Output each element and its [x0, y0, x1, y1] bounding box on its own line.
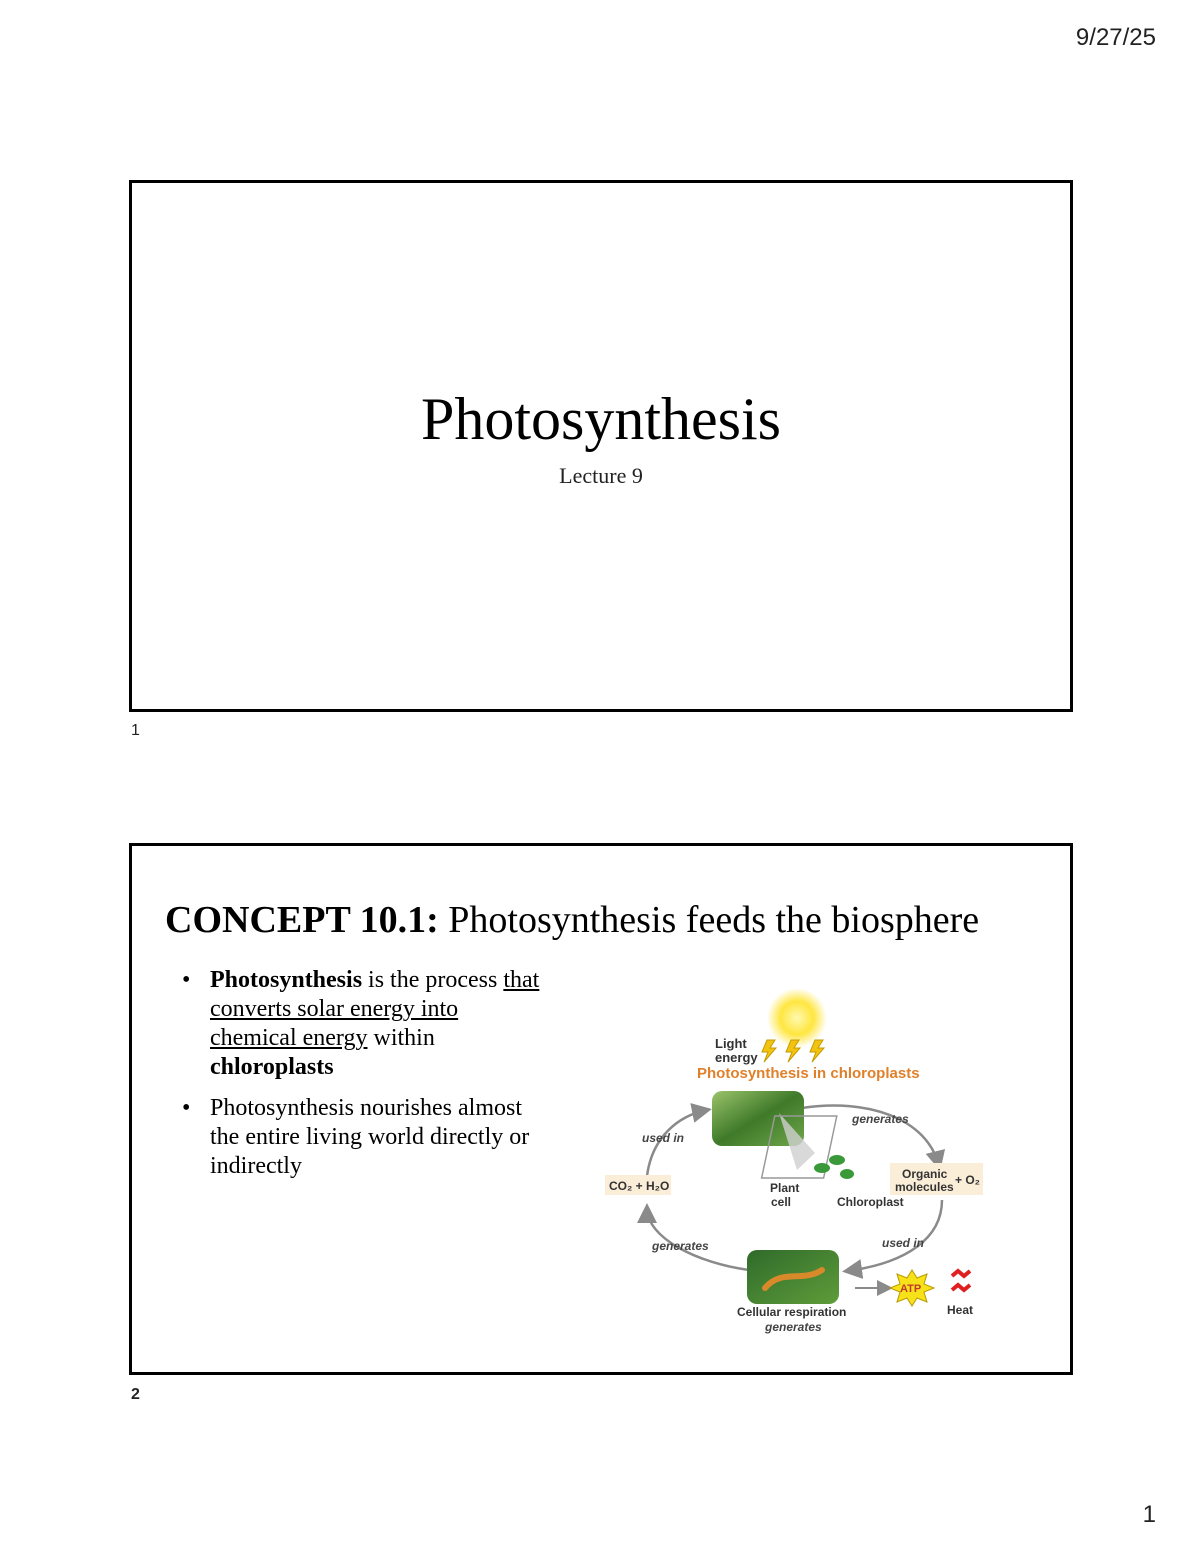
page-number: 1	[1142, 1501, 1156, 1528]
light-energy-icon	[762, 1040, 824, 1062]
bullet-item	[182, 1094, 542, 1181]
slide-number: 1	[131, 722, 140, 739]
chloroplast-label: Chloroplast	[837, 1195, 904, 1209]
heat-icon	[952, 1271, 970, 1290]
cellular-respiration-label: Cellular respiration	[737, 1305, 847, 1319]
slide-1	[129, 180, 1073, 712]
term-photosynthesis: Photosynthesis	[210, 967, 363, 993]
concept-text: Photosynthesis feeds the biosphere	[438, 899, 980, 941]
bullet-text: within	[367, 1025, 435, 1051]
bullet-item	[182, 966, 542, 1082]
plant-cell-label: Plant	[770, 1181, 800, 1195]
organic-molecules-label: Organic	[902, 1167, 948, 1181]
slide-title	[165, 898, 979, 942]
date-header: 9/27/25	[1075, 24, 1156, 51]
generates-label: generates	[652, 1239, 709, 1253]
co2-h2o-label: CO₂ + H₂O	[609, 1179, 670, 1193]
bullet-list	[182, 966, 542, 1193]
bullet-text: Photosynthesis nourishes almost the entire living world directly or indirectly	[210, 1095, 530, 1179]
used-in-label: used in	[882, 1236, 925, 1250]
heat-label: Heat	[947, 1303, 974, 1317]
plant-cell-label: cell	[771, 1195, 792, 1209]
slide-subtitle: Lecture 9	[559, 463, 643, 488]
organic-molecules-label: molecules	[895, 1180, 954, 1194]
slide-title: Photosynthesis	[420, 386, 782, 452]
sun-icon	[767, 988, 827, 1048]
o2-label: + O₂	[955, 1173, 981, 1187]
slide-number: 2	[131, 1386, 140, 1403]
term-chloroplasts: chloroplasts	[210, 1054, 334, 1080]
generates-label: generates	[765, 1320, 822, 1334]
used-in-label: used in	[642, 1131, 685, 1145]
bullet-text: is the process	[362, 967, 504, 993]
concept-label: CONCEPT 10.1:	[165, 899, 439, 941]
energy-flow-diagram	[597, 988, 1017, 1348]
photosynthesis-heading: Photosynthesis in chloroplasts	[697, 1065, 920, 1082]
generates-label: generates	[852, 1112, 909, 1126]
light-energy-label: Light	[715, 1036, 747, 1051]
slide-2	[129, 843, 1073, 1375]
light-energy-label: energy	[715, 1050, 758, 1065]
underlined-definition: that converts solar energy into chemical energy	[210, 967, 540, 1051]
atp-label: ATP	[900, 1283, 922, 1295]
